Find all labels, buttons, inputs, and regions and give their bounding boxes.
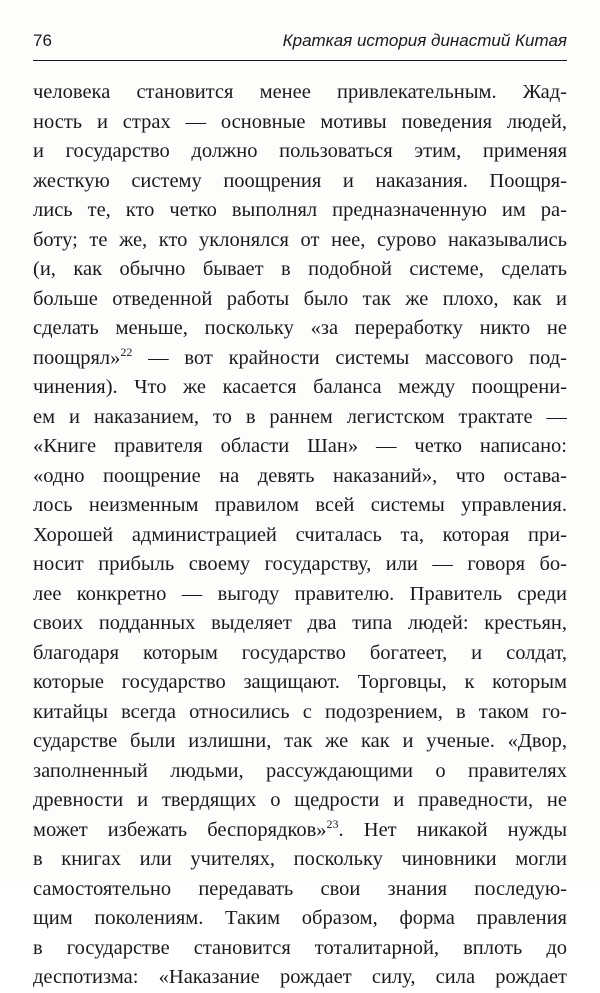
text-line-content: сделать меньше, поскольку «за переработку никто не xyxy=(33,317,567,339)
text-line-content: которые государство защищают. Торговцы, к которым xyxy=(33,671,567,693)
text-line xyxy=(33,521,567,551)
text-line xyxy=(33,285,567,315)
text-line-content: ем и наказанием, то в раннем легистском трактате — xyxy=(33,405,567,428)
text-line xyxy=(33,934,567,964)
text-line-content: самостоятельно передавать свои знания последую- xyxy=(33,877,567,900)
text-line xyxy=(33,875,567,905)
text-line-content: китайцы всегда относились с подозрением, в таком го- xyxy=(33,700,567,723)
text-line-content: заполненный людьми, рассуждающими о правителях xyxy=(33,759,567,782)
text-line xyxy=(33,137,567,167)
text-line-content: своих подданных выделяет два типа людей: крестьян, xyxy=(33,612,567,634)
text-line-content: больше отведенной работы было так же плохо, как и xyxy=(33,287,567,310)
text-line-content: лось неизменным правилом всей системы управления. xyxy=(33,494,567,516)
text-line-content: жесткую систему поощрения и наказания. Поощря- xyxy=(33,169,567,192)
text-line xyxy=(33,609,567,639)
text-line xyxy=(33,314,567,344)
header-rule xyxy=(33,60,567,61)
text-line-content: чинения). Что же касается баланса между поощрени- xyxy=(33,376,567,398)
text-line xyxy=(33,757,567,787)
text-line xyxy=(33,580,567,610)
body-text xyxy=(33,78,567,993)
text-line xyxy=(33,403,567,433)
text-line-continuation: . Нет никакой нужды xyxy=(338,818,567,841)
text-line xyxy=(33,786,567,816)
text-line-content: может избежать беспорядков» xyxy=(33,818,327,841)
text-line xyxy=(33,963,567,993)
running-title: Краткая история династий Китая xyxy=(282,31,567,50)
text-line-content: в книгах или учителях, поскольку чиновники могли xyxy=(33,848,567,870)
footnote-marker: 23 xyxy=(326,816,339,831)
text-line xyxy=(33,698,567,728)
text-line xyxy=(33,845,567,875)
text-line xyxy=(33,727,567,757)
text-line-content: (и, как обычно бывает в подобной системе, сделать xyxy=(33,258,567,280)
page-header xyxy=(33,30,567,56)
text-line xyxy=(33,491,567,521)
text-line-content: «одно поощрение на девять наказаний», что остава- xyxy=(33,464,567,487)
text-line xyxy=(33,373,567,403)
text-line xyxy=(33,668,567,698)
text-line xyxy=(33,462,567,492)
text-line-content: боту; те же, кто уклонялся от нее, сурово наказывались xyxy=(33,228,567,251)
text-line-content: в государстве становится тоталитарной, вплоть до xyxy=(33,936,567,959)
text-line xyxy=(33,108,567,138)
text-line xyxy=(33,816,567,846)
text-line-content: носит прибыль своему государству, или — говоря бо- xyxy=(33,553,567,575)
text-line xyxy=(33,550,567,580)
text-line-continuation: — вот крайности системы массового под- xyxy=(132,346,567,369)
text-line-content: человека становится менее привлекательным. Жад- xyxy=(33,81,567,103)
footnote-marker: 22 xyxy=(120,344,133,359)
text-line xyxy=(33,167,567,197)
text-line-content: лее конкретно — выгоду правителю. Правитель среди xyxy=(33,582,567,605)
text-line xyxy=(33,78,567,108)
text-line-content: и государство должно пользоваться этим, применяя xyxy=(33,140,567,162)
text-line xyxy=(33,344,567,374)
text-line-content: сударстве были излишни, так же как и ученые. «Двор, xyxy=(33,730,567,752)
text-line-content: лись те, кто четко выполнял предназначенную им ра- xyxy=(33,199,567,221)
text-line xyxy=(33,432,567,462)
text-line-content: ность и страх — основные мотивы поведения людей, xyxy=(33,110,567,133)
text-line xyxy=(33,639,567,669)
text-line xyxy=(33,196,567,226)
text-line-content: благодаря которым государство богатеет, и солдат, xyxy=(33,641,567,664)
text-line xyxy=(33,226,567,256)
page-number: 76 xyxy=(33,31,52,50)
text-line-content: Хорошей администрацией считалась та, которая при- xyxy=(33,523,567,546)
text-line xyxy=(33,904,567,934)
text-line-content: деспотизма: «Наказание рождает силу, сила рождает xyxy=(33,966,567,988)
text-line-content: древности и твердящих о щедрости и праведности, не xyxy=(33,789,567,811)
text-line-content: поощрял» xyxy=(33,346,121,369)
text-line-content: «Книге правителя области Шан» — четко написано: xyxy=(33,435,567,457)
text-line-content: щим поколениям. Таким образом, форма правления xyxy=(33,907,567,929)
text-line xyxy=(33,255,567,285)
